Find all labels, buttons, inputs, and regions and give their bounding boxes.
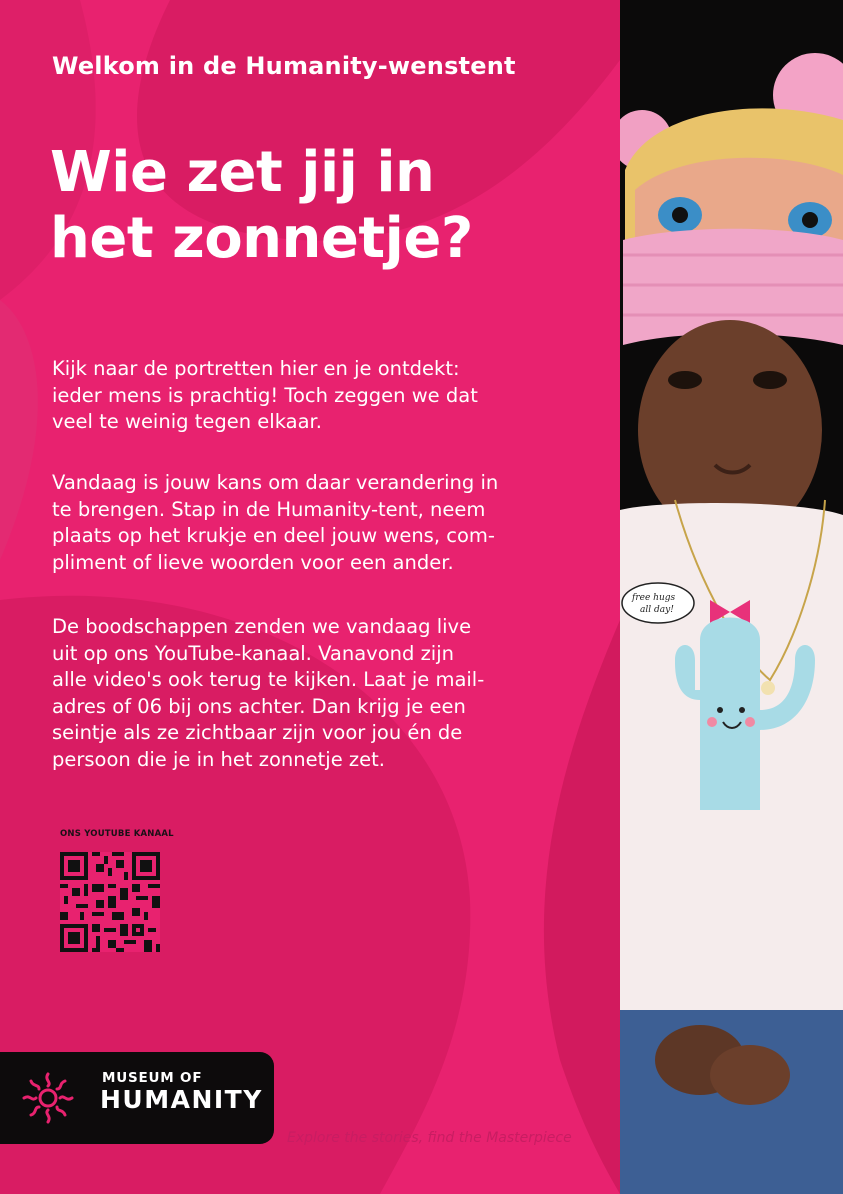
headline-line-1: Wie zet jij in (50, 140, 435, 205)
paragraph-line: De boodschappen zenden we vandaag live (52, 615, 472, 638)
bubble-text-1: free hugs (632, 593, 676, 603)
headline-line-2: het zonnetje? (50, 206, 473, 271)
paragraph-1 (52, 356, 582, 436)
paragraph-line: Vandaag is jouw kans om daar verandering in (52, 471, 499, 494)
headline (50, 140, 610, 272)
sun-logo-icon (20, 1070, 76, 1126)
paragraph-3 (52, 614, 582, 773)
paragraph-line: adres of 06 bij ons achter. Dan krijg je een (52, 694, 466, 718)
paragraph-line: alle video's ook terug te kijken. Laat je mail- (52, 668, 485, 691)
paragraph-line: te brengen. Stap in de Humanity-tent, neem (52, 497, 486, 521)
paragraph-line: seintje als ze zichtbaar zijn voor jou én de (52, 721, 463, 744)
bubble-text-2: all day! (640, 605, 674, 615)
paragraph-line: pliment of lieve woorden voor een ander. (52, 550, 454, 574)
paragraph-line: plaats op het krukje en deel jouw wens, com- (52, 524, 495, 547)
portrait-photo (620, 0, 843, 1194)
subtitle: Welkom in de Humanity-wenstent (52, 52, 516, 80)
logo-text-museum-of: MUSEUM OF (102, 1070, 203, 1086)
paragraph-line: uit op ons YouTube-kanaal. Vanavond zijn (52, 641, 454, 665)
qr-label: ONS YOUTUBE KANAAL (60, 829, 174, 839)
portrait-illustration (620, 0, 843, 1194)
qr-code-icon[interactable] (60, 852, 160, 952)
paragraph-line: veel te weinig tegen elkaar. (52, 410, 322, 433)
paragraph-line: Kijk naar de portretten hier en je ontdekt: (52, 357, 460, 380)
paragraph-2 (52, 470, 582, 576)
tagline: Explore the stories, find the Masterpiece (287, 1130, 572, 1146)
paragraph-line: ieder mens is prachtig! Toch zeggen we dat (52, 383, 478, 407)
logo-text-humanity: HUMANITY (100, 1085, 263, 1114)
paragraph-line: persoon die je in het zonnetje zet. (52, 747, 385, 771)
